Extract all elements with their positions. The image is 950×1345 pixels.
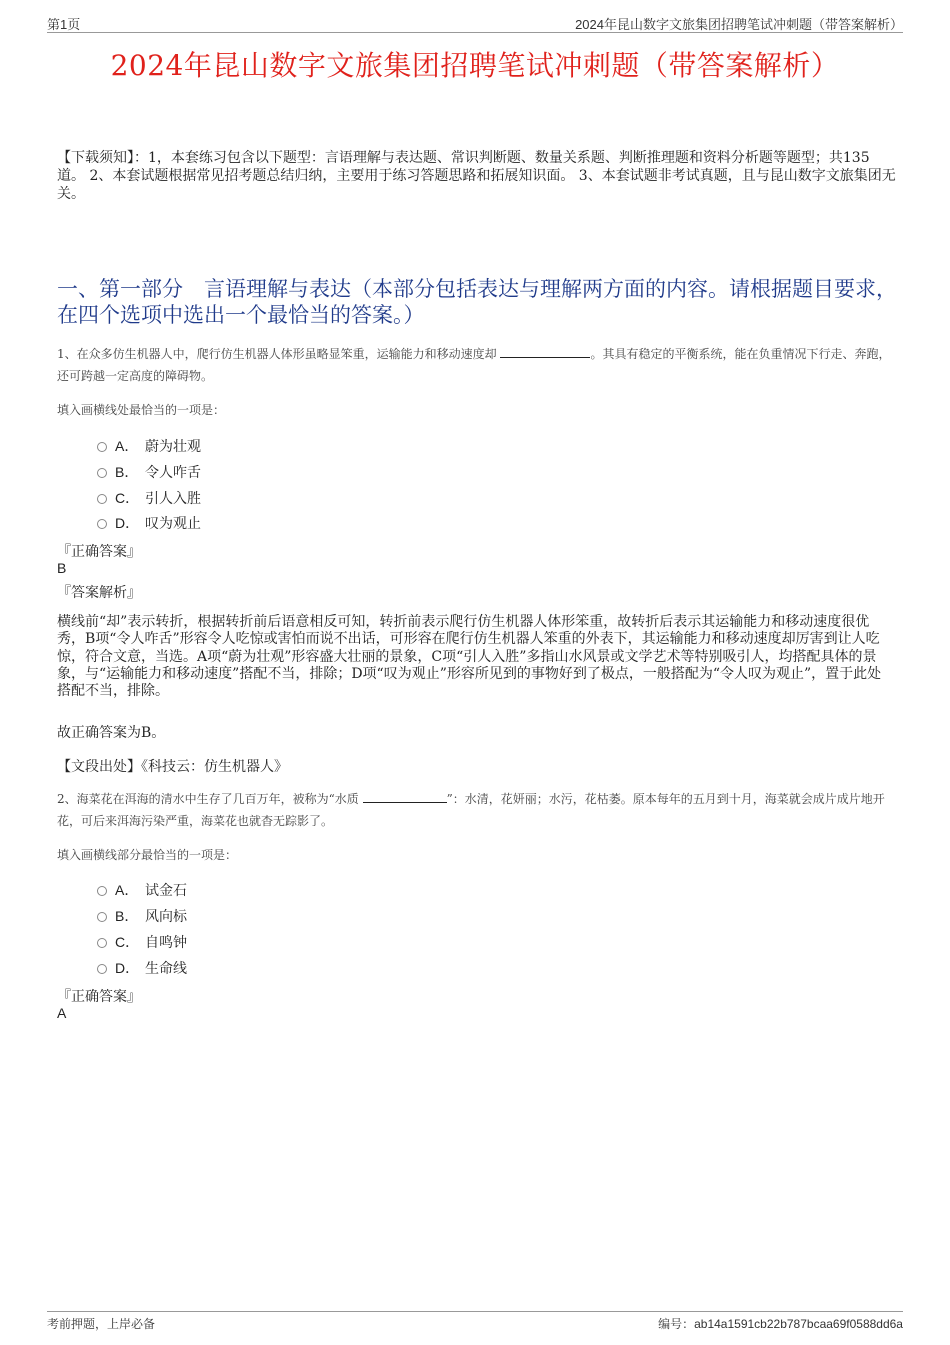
question-2-text: 2、海菜花在洱海的清水中生存了几百万年，被称为“水质 ”：水清，花妍丽；水污，花枯萎。原本每年的五月到十月，海菜就会成片成片地开花，可后来洱海污染严重，海菜花也就杳无踪影了。	[57, 792, 885, 828]
question-1-prompt: 填入画横线处最恰当的一项是：	[57, 403, 226, 417]
download-notice: 【下载须知】：1，本套练习包含以下题型：言语理解与表达题、常识判断题、数量关系题、判断推理题和资料分析题等题型；共135道。 2、本套试题根据常见招考题总结归纳，主要用于练习答题思路和拓展知识面。 3、本套试题非考试真题，且与昆山数字文旅集团无关。	[57, 150, 896, 202]
question-2-option-b[interactable]: B． 风向标	[97, 906, 187, 926]
radio-icon[interactable]	[97, 964, 107, 974]
document-title: 2024年昆山数字文旅集团招聘笔试冲刺题（带答案解析）	[110, 49, 840, 82]
question-2-option-d[interactable]: D． 生命线	[97, 958, 187, 978]
radio-icon[interactable]	[97, 912, 107, 922]
page-number: 第1页	[47, 17, 81, 32]
header-doc-title: 2024年昆山数字文旅集团招聘笔试冲刺题（带答案解析）	[575, 17, 903, 32]
question-1-conclusion: 故正确答案为B。	[57, 725, 166, 741]
question-1-text: 1、在众多仿生机器人中，爬行仿生机器人体形虽略显笨重，运输能力和移动速度却 。其具有稳定的平衡系统，能在负重情况下行走、奔跑，还可跨越一定高度的障碍物。	[57, 347, 891, 383]
question-1-option-c[interactable]: C． 引人入胜	[97, 488, 201, 508]
question-1-option-d[interactable]: D． 叹为观止	[97, 513, 201, 533]
question-1-answer-label: 『正确答案』	[57, 544, 141, 560]
question-1-source: 【文段出处】《科技云：仿生机器人》	[57, 759, 288, 775]
page-header	[47, 12, 903, 33]
question-1-analysis-label: 『答案解析』	[57, 585, 141, 601]
radio-icon[interactable]	[97, 886, 107, 896]
question-1-option-b[interactable]: B． 令人咋舌	[97, 462, 201, 482]
question-2-answer: A	[57, 1005, 67, 1021]
question-1-option-a[interactable]: A． 蔚为壮观	[97, 436, 201, 456]
radio-icon[interactable]	[97, 519, 107, 529]
question-2-answer-label: 『正确答案』	[57, 989, 141, 1005]
radio-icon[interactable]	[97, 442, 107, 452]
radio-icon[interactable]	[97, 938, 107, 948]
question-1-analysis: 横线前“却”表示转折，根据转折前后语意相反可知，转折前表示爬行仿生机器人体形笨重，故转折后表示其运输能力和移动速度很优秀，B项“令人咋舌”形容令人吃惊或害怕而说不出话，可形容在爬行仿生机器人笨重的外表下，其运输能力和移动速度却厉害到让人吃惊，符合文意，当选。A项“蔚为壮观”形容盛大壮丽的景象，C项“引人入胜”多指山水风景或文学艺术等特别吸引人，均搭配具体的景象，与“运输能力和移动速度”搭配不当，排除；D项“叹为观止”形容所见到的事物好到了极点，一般搭配为“令人叹为观止”，置于此处搭配不当，排除。	[57, 614, 882, 700]
radio-icon[interactable]	[97, 468, 107, 478]
question-2-option-a[interactable]: A． 试金石	[97, 880, 187, 900]
question-1-answer: B	[57, 560, 67, 576]
question-2-option-c[interactable]: C． 自鸣钟	[97, 932, 187, 952]
page-footer	[47, 1311, 903, 1332]
footer-slogan: 考前押题，上岸必备	[47, 1317, 156, 1331]
question-1-blank	[500, 345, 590, 358]
radio-icon[interactable]	[97, 494, 107, 504]
question-2-prompt: 填入画横线部分最恰当的一项是：	[57, 848, 238, 862]
question-2-blank	[363, 790, 447, 803]
document-id: 编号：ab14a1591cb22b787bcaa69f0588dd6a	[658, 1317, 903, 1331]
section-heading: 一、第一部分 言语理解与表达（本部分包括表达与理解两方面的内容。请根据题目要求，在四个选项中选出一个最恰当的答案。）	[57, 277, 897, 327]
